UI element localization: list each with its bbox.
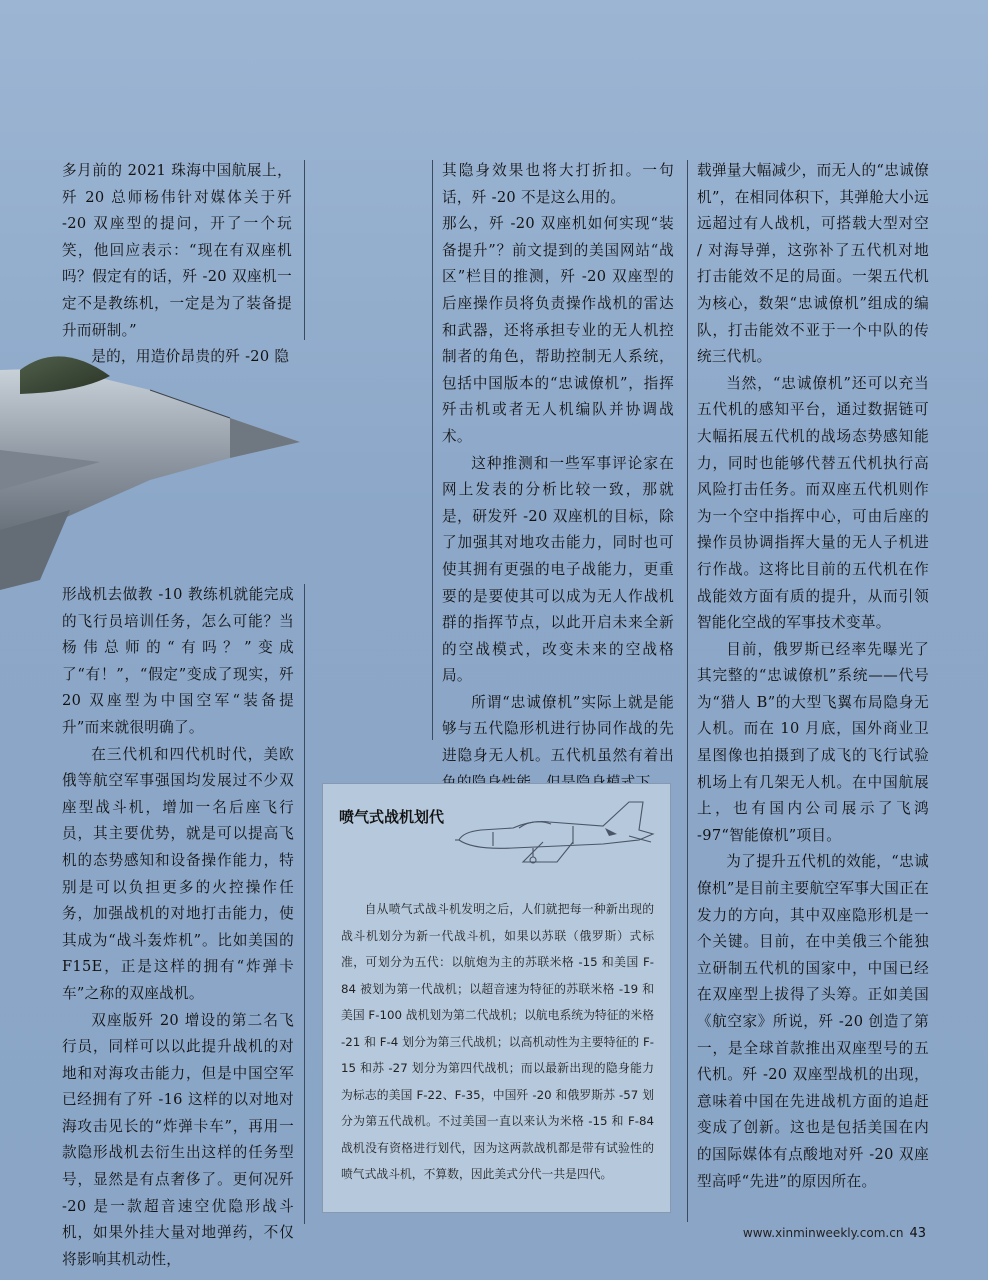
paragraph: 在三代机和四代机时代，美欧俄等航空军事强国均发展过不少双座型战斗机，增加一名后座飞行员，其主要优势，就是可以提高飞机的态势感知和设备操作能力，特别是可以负担更多的火控操作任务，加强战机的对地打击能力，使其成为“战斗轰炸机”。比如美国的 F15E，正是这样的拥有“炸弹卡车”之称的双座战机。 xyxy=(62,745,294,1002)
paragraph: 载弹量大幅减少，而无人的“忠诚僚机”，在相同体积下，其弹舱大小远远超过有人战机，可搭载大型对空 / 对海导弹，这弥补了五代机对地打击能效不足的局面。一架五代机为核心，数架“忠诚僚机”组成的编队，打击能效不亚于一个中队的传统三代机。 xyxy=(697,162,929,366)
paragraph: 其隐身效果也将大打折扣。一句话，歼 -20 不是这么用的。 xyxy=(442,162,674,206)
page-footer xyxy=(743,1226,926,1241)
page-number: 43 xyxy=(909,1226,926,1241)
website-url[interactable]: www.xinminweekly.com.cn xyxy=(742,1226,904,1240)
paragraph: 目前，俄罗斯已经率先曝光了其完整的“忠诚僚机”系统——代号为“猎人 B”的大型飞翼布局隐身无人机。而在 10 月底，国外商业卫星图像也拍摄到了成飞的飞行试验机场上有几架无人机。在中国航展上，也有国内公司展示了飞鸿 -97“智能僚机”项目。 xyxy=(697,640,929,844)
paragraph: 为了提升五代机的效能，“忠诚僚机”是目前主要航空军事大国正在发力的方向，其中双座隐形机是一个关键。目前，在中美俄三个能独立研制五代机的国家中，中国已经在双座型上拔得了头筹。正如美国《航空家》所说，歼 -20 创造了第一，是全球首款推出双座型号的五代机。歼 -20 双座型战机的出现，意味着中国在先进战机方面的追赶变成了创新。这也是包括美国在内的国际媒体有点酸地对歼 -20 双座型高呼“先进”的原因所在。 xyxy=(697,853,929,1190)
paragraph: 那么，歼 -20 双座机如何实现“装备提升”？前文提到的美国网站“战区”栏目的推测，歼 -20 双座型的后座操作员将负责操作战机的雷达和武器，还将承担专业的无人机控制者的角色，帮助控制无人系统，包括中国版本的“忠诚僚机”，指挥歼击机或者无人机编队并协调战术。 xyxy=(442,215,674,445)
mig-15-drawing-icon xyxy=(453,796,658,876)
column-rule xyxy=(687,160,688,1222)
column-rule xyxy=(432,160,433,740)
column-2 xyxy=(442,158,674,796)
column-1-top xyxy=(62,158,292,371)
paragraph: 是的，用造价昂贵的歼 -20 隐 xyxy=(91,348,290,366)
column-3 xyxy=(697,158,929,1195)
sidebar-title: 喷气式战机划代 xyxy=(339,808,445,826)
column-1-bottom xyxy=(62,582,294,1273)
paragraph: 所谓“忠诚僚机”实际上就是能够与五代隐形机进行协同作战的先进隐身无人机。五代机虽然有着出 xyxy=(442,693,674,765)
paragraph: 当然，“忠诚僚机”还可以充当五代机的感知平台，通过数据链可大幅拓展五代机的战场态势感知能力，同时也能够代替五代机执行高风险打击任务。而双座五代机则作为一个空中指挥中心，可由后座的操作员协调指挥大量的无人子机进行作战。这将比目前的五代机在作战能效方面有质的提升，从而引领智能化空战的军事技术变革。 xyxy=(697,374,929,632)
sidebar-box xyxy=(322,783,671,1213)
sidebar-body: 自从喷气式战斗机发明之后，人们就把每一种新出现的战斗机划分为新一代战斗机，如果以苏联（俄罗斯）式标准，可划分为五代：以航炮为主的苏联米格 -15 和美国 F-84 被划为第一代战机；以超音速为特征的苏联米格 -19 和美国 F-100 战机划为第二代战机；以航电系统为特征的米格 -21 和 F-4 划分为第三代战机；以高机动性为主要特征的 F-15 和苏 -27 划分为第四代战机；而以最新出现的隐身能力为标志的美国 F-22、F-35，中国歼 -20 和俄罗斯苏 -57 划分为第五代战机。不过美国一直以来认为米格 -15 和 F-84 战机没有资格进行划代，因为这两款战机都是带有试验性的喷气式战斗机，不算数，因此美式分代一共是四代。 xyxy=(341,902,654,1181)
column-rule xyxy=(304,584,305,1224)
paragraph: 双座版歼 20 增设的第二名飞行员，同样可以以此提升战机的对地和对海攻击能力，但是中国空军已经拥有了歼 -16 这样的以对地对海攻击见长的“炸弹卡车”，再用一款隐形战机去衍生出这样的任务型号，显然是有点奢侈了。更何况歼 -20 是一款超音速空优隐形战斗机，如果外挂大量对地弹药，不仅将影响其机动性， xyxy=(62,1011,294,1268)
column-rule xyxy=(304,160,305,340)
paragraph: 形战机去做教 -10 教练机就能完成的飞行员培训任务，怎么可能？当杨伟总师的“有吗？”变成了“有！”，“假定”变成了现实，歼 20 双座型为中国空军“装备提升”而来就很明确了。 xyxy=(62,586,294,736)
paragraph: 这种推测和一些军事评论家在网上发表的分析比较一致，那就是，研发歼 -20 双座机的目标，除了加强其对地攻击能力，同时也可使其拥有更强的电子战能力，更重要的是要使其可以成为无人作战机群的指挥节点，以此开启未来全新的空战模式，改变未来的空战格局。 xyxy=(442,454,674,685)
paragraph: 多月前的 2021 珠海中国航展上，歼 20 总师杨伟针对媒体关于歼 -20 双座型的提问，开了一个玩笑，他回应表示：“现在有双座机吗？假定有的话，歼 -20 双座机一定不是教练机，一定是为了装备提升而研制。” xyxy=(62,162,292,339)
